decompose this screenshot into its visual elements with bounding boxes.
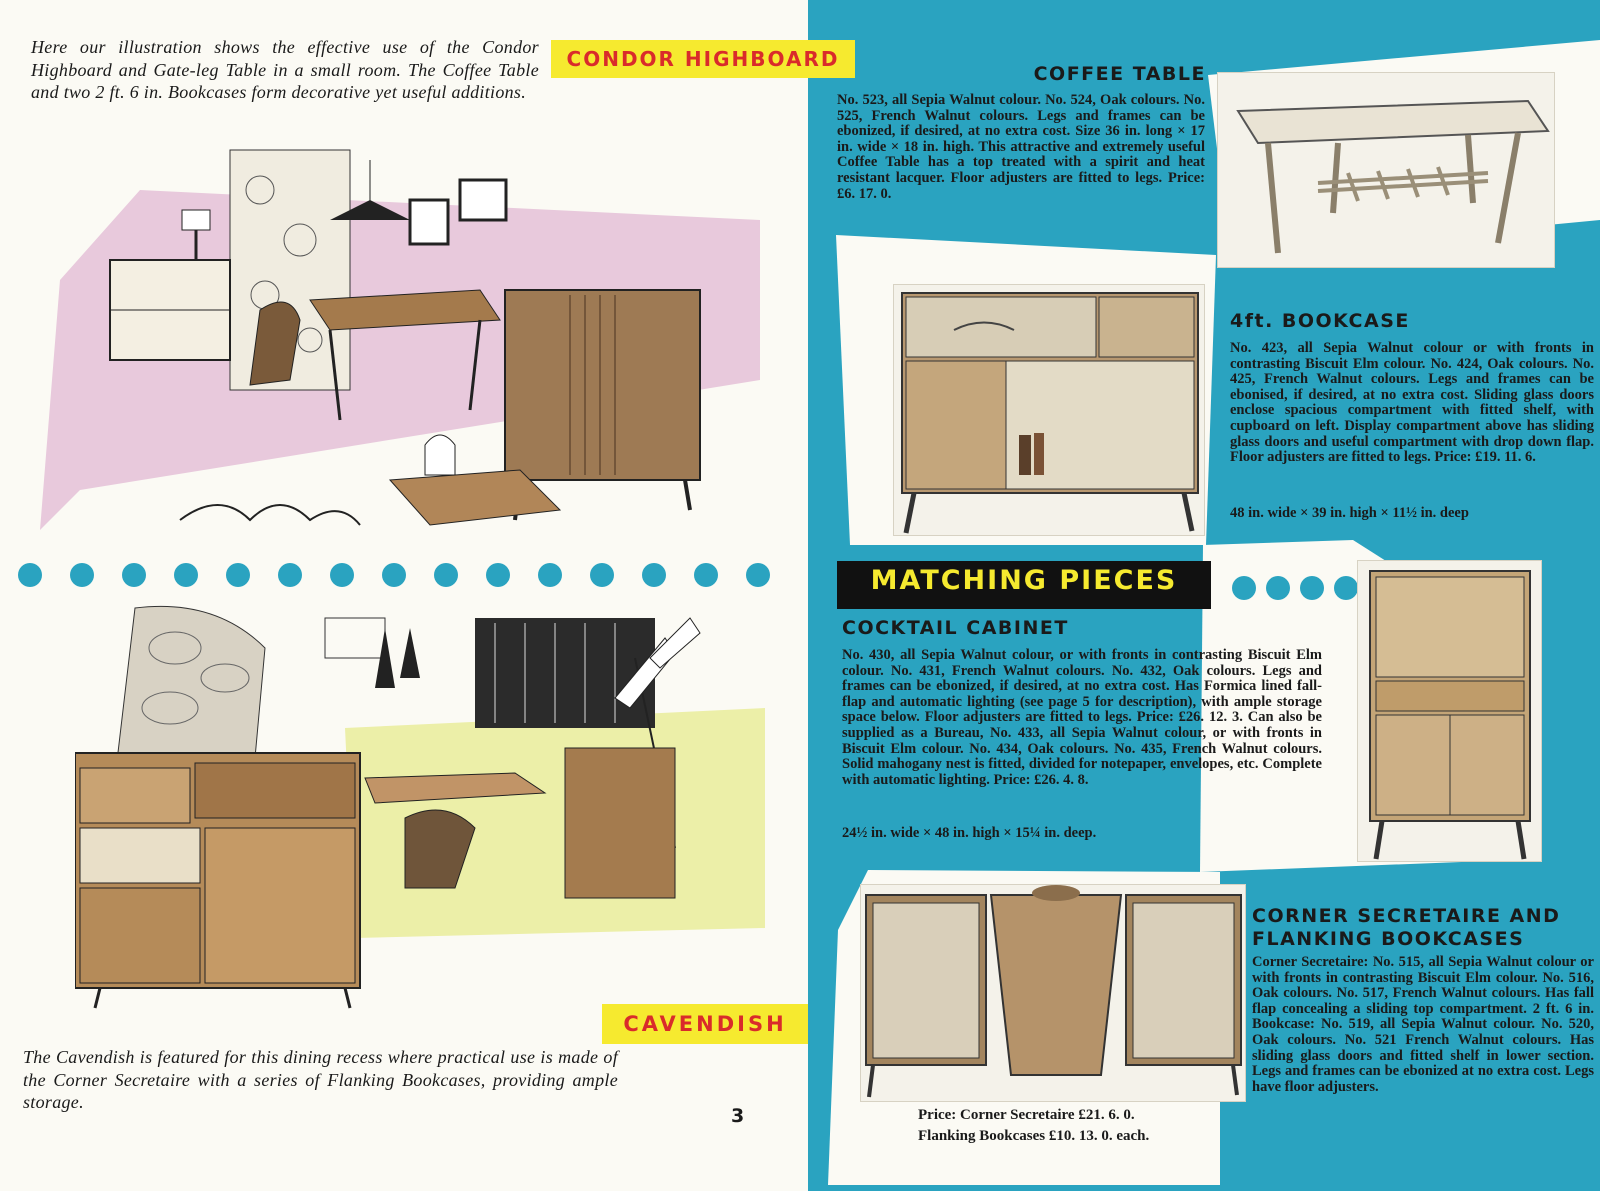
condor-highboard-label [551, 40, 855, 78]
flanking-bookcases-price: Flanking Bookcases £10. 13. 0. each. [918, 1128, 1150, 1144]
cocktail-cabinet-title: COCKTAIL CABINET [842, 617, 1069, 639]
bookcase-photo [893, 284, 1205, 536]
corner-secretaire-title [1252, 905, 1560, 951]
outro-caption: The Cavendish is featured for this dining recess where practical use is made of the Corner Secretaire with a series of Flanking Bookcases, providing ample storage. [23, 1047, 618, 1112]
corner-secretaire-photo [860, 884, 1246, 1102]
coffee-table-photo [1217, 72, 1555, 268]
bookcase-size: 48 in. wide × 39 in. high × 11½ in. deep [1230, 505, 1469, 521]
dot-separator-right [1232, 576, 1372, 602]
cavendish-label [602, 1004, 808, 1044]
cavendish-label-text: CAVENDISH [623, 1012, 787, 1036]
bookcase-text: No. 423, all Sepia Walnut colour or with fronts in contrasting Biscuit Elm colour. No. 424, Oak colours. No. 425, French Walnut colours. Legs and frames can be ebonised, if desired, at no extra cost. Sliding glass doors enclose spacious compartment with fitted shelf, with cupboard on left. Display compartment above has sliding glass doors and useful compartment with drop down flap. Floor adjusters are fitted to legs. Price: £19. 11. 6. [1230, 340, 1594, 466]
cocktail-cabinet-photo [1357, 560, 1542, 862]
corner-secretaire-title-line2: FLANKING BOOKCASES [1252, 928, 1525, 950]
matching-pieces-banner [837, 561, 1211, 609]
cavendish-room-illustration [75, 598, 775, 1018]
corner-price-block [918, 1105, 1218, 1147]
coffee-table-text: No. 523, all Sepia Walnut colour. No. 524, Oak colours. No. 525, French Walnut colours. Legs and frames can be ebonized, if desired, at no extra cost. Size 36 in. long × 17 in. wide × 18 in. high. This attractive and extremely useful Coffee Table has a top treated with a spirit and heat resistant lacquer. Floor adjusters are fitted to legs. Price: £6. 17. 0. [837, 92, 1205, 202]
corner-secretaire-title-line1: CORNER SECRETAIRE AND [1252, 905, 1561, 927]
intro-caption: Here our illustration shows the effective use of the Condor Highboard and Gate-leg Table in a small room. The Coffee Table and two 2 ft. 6 in. Bookcases form decorative yet useful additions. [31, 37, 539, 102]
dot-separator-left [0, 563, 790, 589]
cocktail-cabinet-size: 24½ in. wide × 48 in. high × 15¼ in. deep. [842, 825, 1097, 841]
corner-secretaire-text: Corner Secretaire: No. 515, all Sepia Walnut colour or with fronts in contrasting Biscuit Elm colour. No. 516, Oak colours. No. 517, French Walnut colours. Has fall flap concealing a sliding top compartment. 2 ft. 6 in. Bookcase: No. 519, all Sepia Walnut colour. No. 520, Oak colours. No. 521 French Walnut colours. Has sliding glass doors and fitted shelf in lower section. Legs and frames can be ebonized at no extra cost. Legs have floor adjusters. [1252, 954, 1594, 1095]
bookcase-title: 4ft. BOOKCASE [1230, 310, 1410, 332]
page-number: 3 [731, 1105, 745, 1127]
coffee-table-title: COFFEE TABLE [1033, 63, 1206, 85]
cocktail-cabinet-text: No. 430, all Sepia Walnut colour, or with fronts in contrasting Biscuit Elm colour. No. 431, French Walnut colours. No. 432, Oak colours. Legs and frames can be ebonized, if desired, at no extra cost. Has Formica lined fall-flap and automatic lighting (see page 5 for description), with ample storage space below. Floor adjusters are fitted to legs. Price: £26. 12. 3. Can also be supplied as a Bureau, No. 433, all Sepia Walnut colour, or with fronts in Biscuit Elm colour. No. 434, Oak colours. No. 435, French Walnut colours. Solid mahogany nest is fitted, divided for notepaper, envelopes, etc. Complete with automatic lighting. Price: £26. 4. 8. [842, 647, 1322, 788]
condor-highboard-label-text: CONDOR HIGHBOARD [566, 47, 840, 71]
condor-room-illustration [40, 130, 760, 560]
matching-pieces-title: MATCHING PIECES [870, 565, 1178, 596]
corner-secretaire-price: Price: Corner Secretaire £21. 6. 0. [918, 1107, 1135, 1123]
